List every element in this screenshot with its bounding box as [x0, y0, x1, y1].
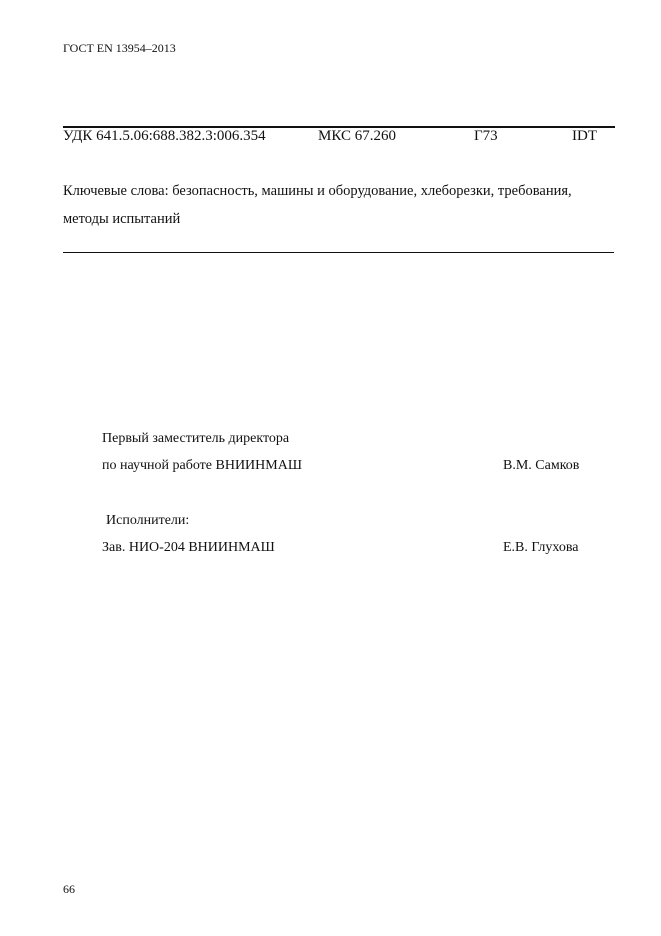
page-number: 66: [63, 882, 75, 896]
category-code: Г73: [474, 128, 498, 144]
position1-line2: по научной работе ВНИИНМАШ: [102, 458, 302, 473]
executors-label: Исполнители:: [106, 513, 190, 528]
position2: Зав. НИО-204 ВНИИНМАШ: [102, 540, 275, 555]
signer1-name: В.М. Самков: [503, 458, 580, 473]
signer2-name: Е.В. Глухова: [503, 540, 579, 555]
position1-line1: Первый заместитель директора: [102, 431, 290, 446]
keywords-line2: методы испытаний: [63, 211, 181, 227]
udk-code: УДК 641.5.06:688.382.3:006.354: [63, 128, 266, 144]
document-header: ГОСТ EN 13954–2013: [63, 41, 176, 55]
bottom-rule: [63, 252, 614, 253]
mks-code: МКС 67.260: [318, 128, 396, 144]
idt-code: IDT: [572, 128, 597, 144]
keywords-line1: Ключевые слова: безопасность, машины и оборудование, хлеборезки, требования,: [63, 183, 572, 199]
